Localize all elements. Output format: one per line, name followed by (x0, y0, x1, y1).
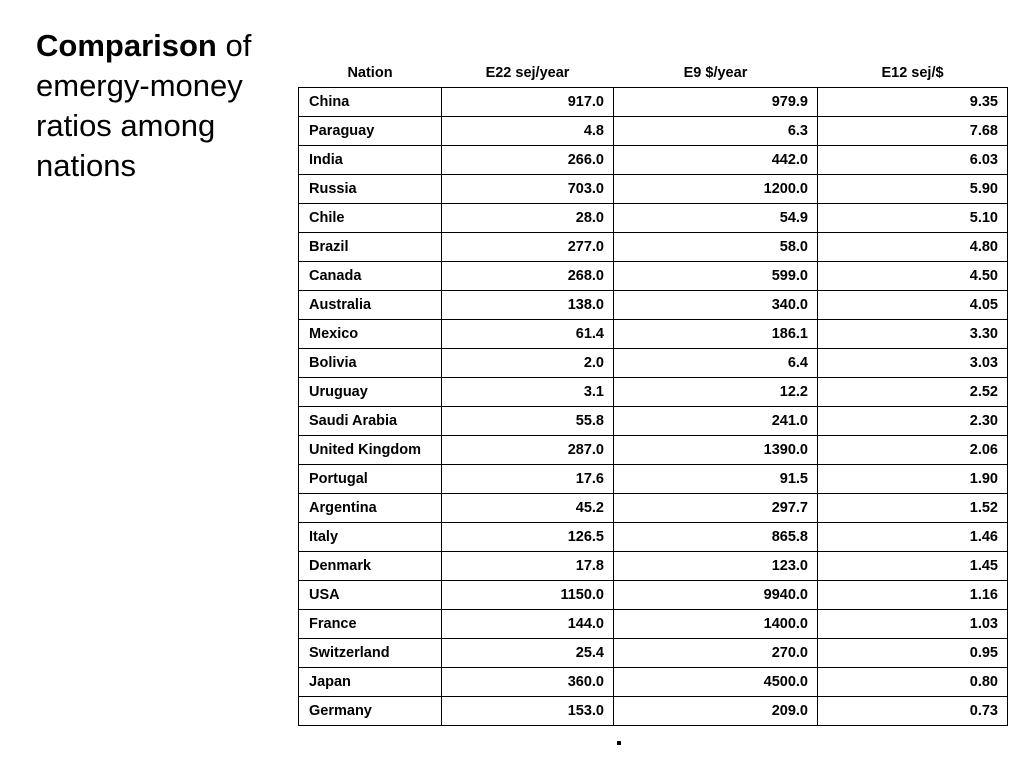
table-row (299, 204, 1008, 233)
e9-cell: 9940.0 (614, 581, 818, 610)
table-row (299, 175, 1008, 204)
table-row (299, 233, 1008, 262)
table-body (299, 88, 1008, 726)
e12-cell: 0.73 (818, 697, 1008, 726)
e22-cell: 17.8 (442, 552, 614, 581)
e12-cell: 4.05 (818, 291, 1008, 320)
e22-cell: 3.1 (442, 378, 614, 407)
e12-cell: 1.45 (818, 552, 1008, 581)
e9-cell: 6.4 (614, 349, 818, 378)
e9-cell: 865.8 (614, 523, 818, 552)
e12-cell: 9.35 (818, 88, 1008, 117)
e9-cell: 4500.0 (614, 668, 818, 697)
table-row (299, 291, 1008, 320)
emergy-money-table (298, 58, 1008, 726)
nation-cell: USA (299, 581, 442, 610)
nation-cell: Argentina (299, 494, 442, 523)
e22-cell: 153.0 (442, 697, 614, 726)
stray-dot-mark (617, 741, 621, 745)
nation-cell: Canada (299, 262, 442, 291)
nation-cell: Portugal (299, 465, 442, 494)
e22-cell: 4.8 (442, 117, 614, 146)
e12-cell: 5.90 (818, 175, 1008, 204)
table-row (299, 436, 1008, 465)
e22-cell: 1150.0 (442, 581, 614, 610)
e12-cell: 2.52 (818, 378, 1008, 407)
e22-cell: 266.0 (442, 146, 614, 175)
e9-cell: 297.7 (614, 494, 818, 523)
table-row (299, 320, 1008, 349)
e12-cell: 3.30 (818, 320, 1008, 349)
e9-cell: 599.0 (614, 262, 818, 291)
e9-cell: 6.3 (614, 117, 818, 146)
e12-cell: 1.90 (818, 465, 1008, 494)
e22-cell: 2.0 (442, 349, 614, 378)
table-row (299, 465, 1008, 494)
e12-cell: 1.46 (818, 523, 1008, 552)
e9-cell: 340.0 (614, 291, 818, 320)
e9-cell: 1390.0 (614, 436, 818, 465)
e9-cell: 979.9 (614, 88, 818, 117)
e9-cell: 12.2 (614, 378, 818, 407)
e22-cell: 703.0 (442, 175, 614, 204)
table-row (299, 639, 1008, 668)
e9-cell: 442.0 (614, 146, 818, 175)
nation-cell: Uruguay (299, 378, 442, 407)
e22-cell: 287.0 (442, 436, 614, 465)
nation-cell: Denmark (299, 552, 442, 581)
nation-cell: Switzerland (299, 639, 442, 668)
slide-title-rest: of emergy-money ratios among nations (36, 28, 252, 183)
header-e9: E9 $/year (683, 64, 748, 81)
nation-cell: Bolivia (299, 349, 442, 378)
slide-title (36, 26, 286, 186)
nation-cell: Germany (299, 697, 442, 726)
e22-cell: 917.0 (442, 88, 614, 117)
e12-cell: 1.03 (818, 610, 1008, 639)
e9-cell: 91.5 (614, 465, 818, 494)
e12-cell: 6.03 (818, 146, 1008, 175)
e22-cell: 144.0 (442, 610, 614, 639)
e12-cell: 1.16 (818, 581, 1008, 610)
e22-cell: 45.2 (442, 494, 614, 523)
e22-cell: 55.8 (442, 407, 614, 436)
table-row (299, 88, 1008, 117)
nation-cell: United Kingdom (299, 436, 442, 465)
e22-cell: 126.5 (442, 523, 614, 552)
e12-cell: 0.80 (818, 668, 1008, 697)
header-nation: Nation (347, 64, 393, 81)
e9-cell: 270.0 (614, 639, 818, 668)
table-row (299, 262, 1008, 291)
e12-cell: 5.10 (818, 204, 1008, 233)
nation-cell: India (299, 146, 442, 175)
e12-cell: 0.95 (818, 639, 1008, 668)
table-header-row (299, 58, 1008, 88)
e9-cell: 1200.0 (614, 175, 818, 204)
e9-cell: 209.0 (614, 697, 818, 726)
e12-cell: 7.68 (818, 117, 1008, 146)
e22-cell: 25.4 (442, 639, 614, 668)
table-row (299, 581, 1008, 610)
nation-cell: Australia (299, 291, 442, 320)
e22-cell: 360.0 (442, 668, 614, 697)
e22-cell: 61.4 (442, 320, 614, 349)
e22-cell: 28.0 (442, 204, 614, 233)
table-row (299, 349, 1008, 378)
nation-cell: China (299, 88, 442, 117)
e9-cell: 1400.0 (614, 610, 818, 639)
nation-cell: Brazil (299, 233, 442, 262)
e12-cell: 1.52 (818, 494, 1008, 523)
e22-cell: 277.0 (442, 233, 614, 262)
e22-cell: 138.0 (442, 291, 614, 320)
e22-cell: 17.6 (442, 465, 614, 494)
table-row (299, 146, 1008, 175)
table-row (299, 523, 1008, 552)
nation-cell: Japan (299, 668, 442, 697)
header-e22: E22 sej/year (485, 64, 570, 81)
e9-cell: 123.0 (614, 552, 818, 581)
nation-cell: Chile (299, 204, 442, 233)
e12-cell: 4.50 (818, 262, 1008, 291)
nation-cell: France (299, 610, 442, 639)
nation-cell: Mexico (299, 320, 442, 349)
nation-cell: Saudi Arabia (299, 407, 442, 436)
e12-cell: 2.06 (818, 436, 1008, 465)
table-row (299, 552, 1008, 581)
slide-title-bold: Comparison (36, 28, 217, 63)
table-row (299, 697, 1008, 726)
e9-cell: 54.9 (614, 204, 818, 233)
e9-cell: 186.1 (614, 320, 818, 349)
table-row (299, 494, 1008, 523)
table-row (299, 117, 1008, 146)
table-row (299, 407, 1008, 436)
e12-cell: 4.80 (818, 233, 1008, 262)
e12-cell: 2.30 (818, 407, 1008, 436)
table-row (299, 610, 1008, 639)
e22-cell: 268.0 (442, 262, 614, 291)
e9-cell: 241.0 (614, 407, 818, 436)
nation-cell: Paraguay (299, 117, 442, 146)
e9-cell: 58.0 (614, 233, 818, 262)
nation-cell: Italy (299, 523, 442, 552)
table-row (299, 668, 1008, 697)
table-row (299, 378, 1008, 407)
e12-cell: 3.03 (818, 349, 1008, 378)
header-e12: E12 sej/$ (881, 64, 944, 81)
nation-cell: Russia (299, 175, 442, 204)
